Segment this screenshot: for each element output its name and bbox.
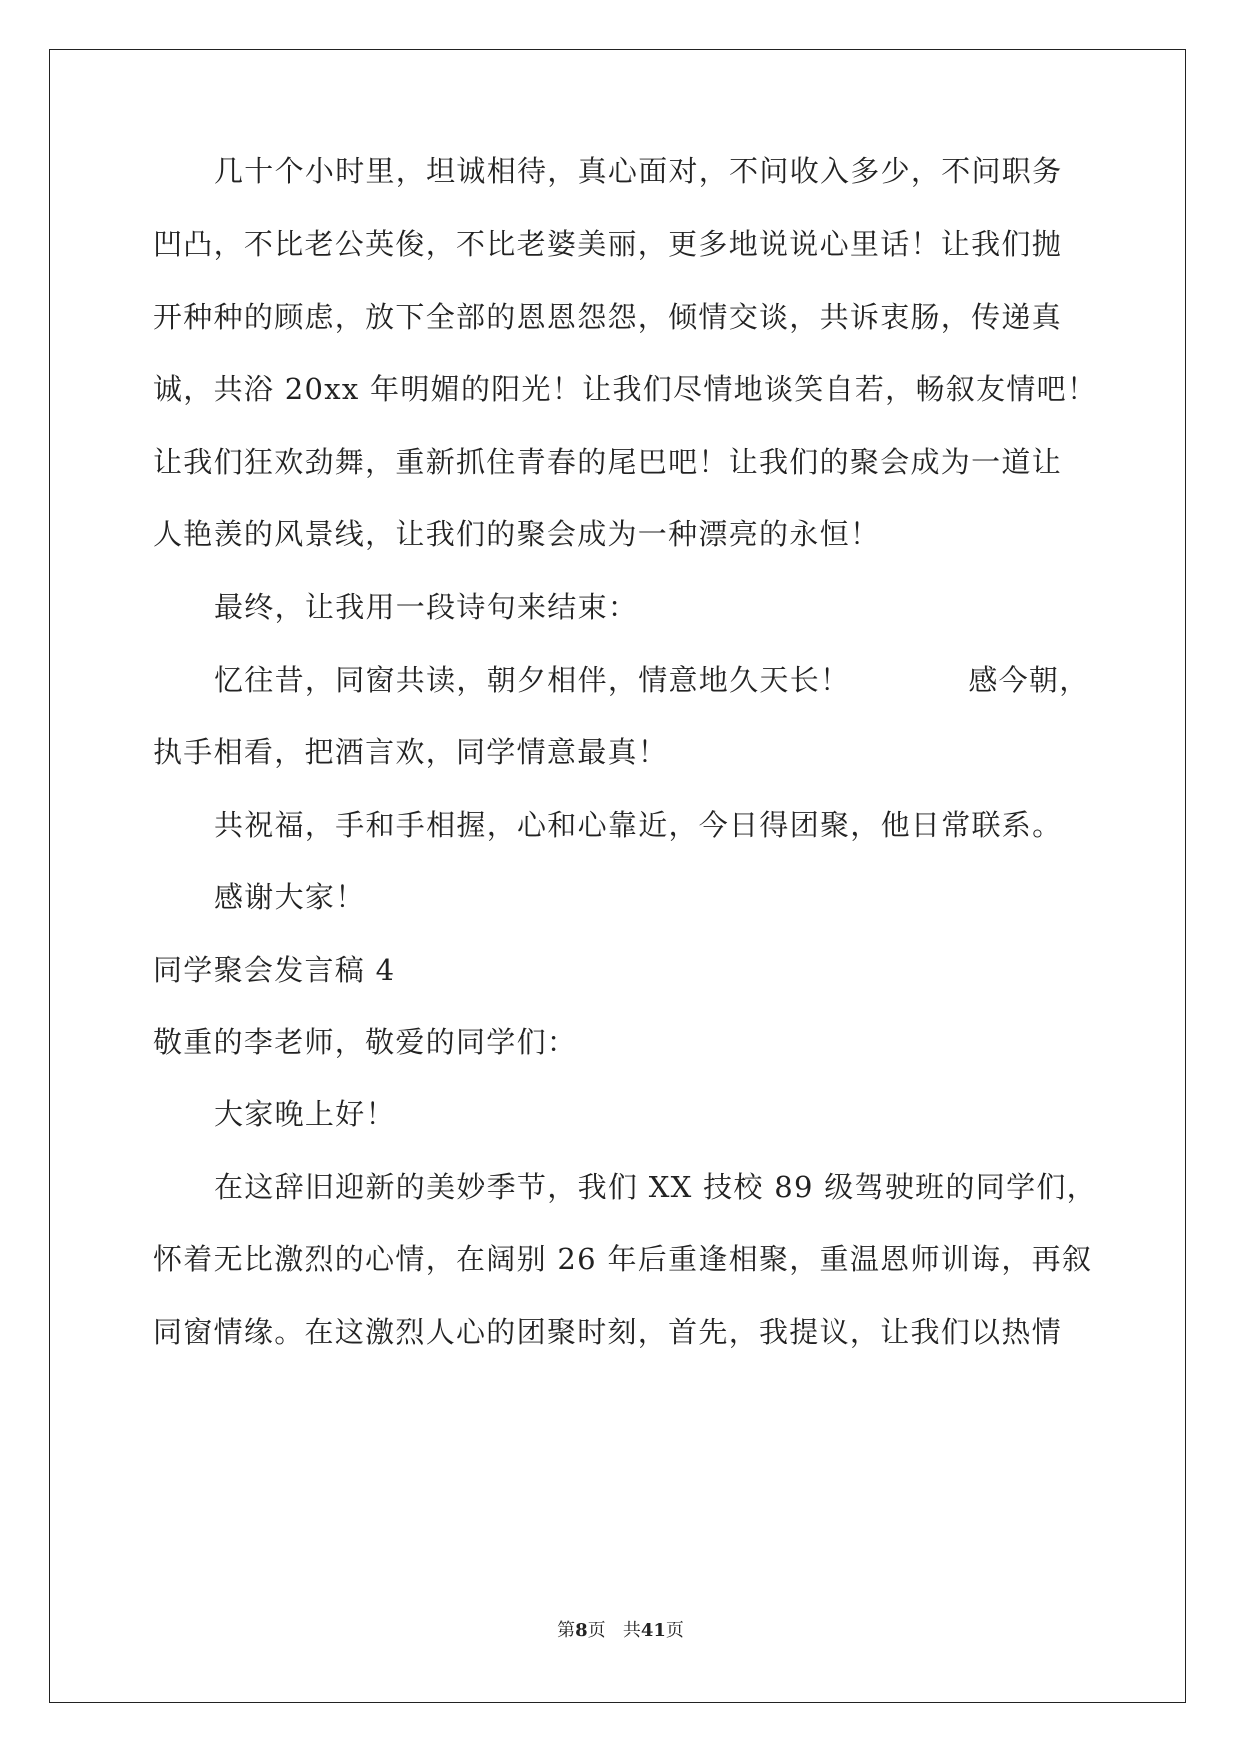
section-heading: 同学聚会发言稿 4: [153, 953, 396, 987]
poem-line-1-part-a: 忆往昔，同窗共读，朝夕相伴，情意地久天长！: [214, 663, 851, 697]
footer-page-prefix: 第: [557, 1620, 576, 1641]
body-line-15: 在这辞旧迎新的美妙季节，我们 XX 技校 89 级驾驶班的同学们，: [214, 1170, 1097, 1204]
body-line-16: 怀着无比激烈的心情，在阔别 26 年后重逢相聚，重温恩师训诲，再叙: [153, 1242, 1093, 1276]
page-footer: [0, 1619, 1241, 1643]
footer-page-current: 8: [575, 1620, 588, 1641]
body-line-1: 几十个小时里，坦诚相待，真心面对，不问收入多少，不问职务: [214, 154, 1063, 188]
body-line-2: 凹凸，不比老公英俊，不比老婆美丽，更多地说说心里话！让我们抛: [153, 227, 1063, 261]
body-line-7: 最终，让我用一段诗句来结束：: [214, 590, 639, 624]
poem-line-1-part-b: 感今朝，: [968, 663, 1090, 697]
footer-total-unit: 页: [665, 1620, 684, 1641]
body-line-17: 同窗情缘。在这激烈人心的团聚时刻，首先，我提议，让我们以热情: [153, 1315, 1063, 1349]
body-line-5: 让我们狂欢劲舞，重新抓住青春的尾巴吧！让我们的聚会成为一道让: [153, 445, 1063, 479]
footer-total-prefix: 共: [622, 1620, 641, 1641]
salutation: 敬重的李老师，敬爱的同学们：: [153, 1025, 578, 1059]
body-line-4: 诚，共浴 20xx 年明媚的阳光！让我们尽情地谈笑自若，畅叙友情吧！: [153, 372, 1098, 406]
body-line-3: 开种种的顾虑，放下全部的恩恩怨怨，倾情交谈，共诉衷肠，传递真: [153, 300, 1063, 334]
footer-page-total: 41: [640, 1620, 666, 1641]
footer-page-unit: 页: [587, 1620, 606, 1641]
greeting: 大家晚上好！: [214, 1097, 396, 1131]
body-line-6: 人艳羡的风景线，让我们的聚会成为一种漂亮的永恒！: [153, 517, 881, 551]
poem-line-2: 执手相看，把酒言欢，同学情意最真！: [153, 735, 669, 769]
body-line-10: 共祝福，手和手相握，心和心靠近，今日得团聚，他日常联系。: [214, 808, 1063, 842]
poem-line-1: [214, 660, 1174, 700]
body-line-11: 感谢大家！: [214, 880, 366, 914]
